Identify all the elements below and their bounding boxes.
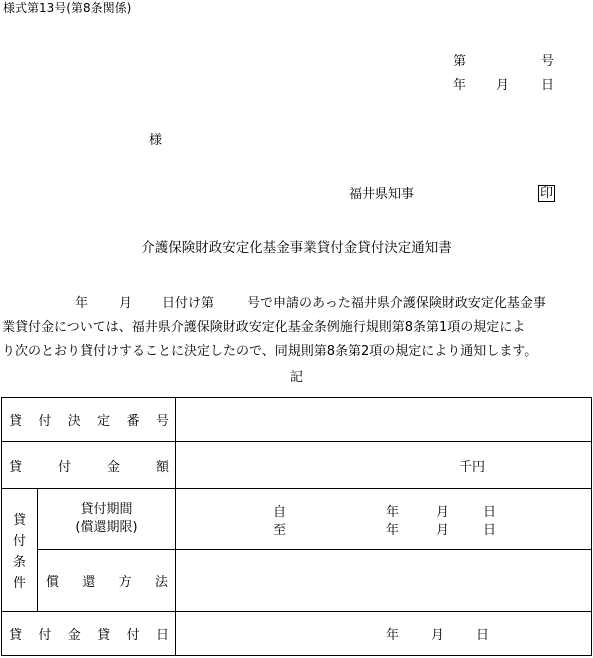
body-line-2: 業貸付金については、福井県介護保険財政安定化基金条例施行規則第8条第1項の規定によ bbox=[2, 320, 526, 335]
loan-disbursement-date-label bbox=[9, 612, 169, 655]
disbursement-year: 年 bbox=[386, 628, 400, 643]
disbursement-day: 日 bbox=[476, 628, 490, 643]
char: 定 bbox=[97, 414, 111, 429]
char: 貸 bbox=[12, 513, 26, 528]
period-from-month: 月 bbox=[436, 505, 450, 520]
spread-text bbox=[46, 571, 168, 590]
body-date-month: 月 bbox=[119, 296, 133, 311]
body-date-year: 年 bbox=[75, 296, 89, 311]
char: 号 bbox=[155, 414, 169, 429]
body-line-1-text: 号で申請のあった福井県介護保険財政安定化基金事 bbox=[247, 296, 546, 311]
spread-text bbox=[9, 624, 169, 643]
seal-mark: 印 bbox=[539, 186, 553, 201]
loan-disbursement-date-value[interactable] bbox=[176, 612, 591, 655]
ki-heading: 記 bbox=[289, 370, 303, 385]
char: 付 bbox=[38, 414, 52, 429]
date-month-label: 月 bbox=[496, 78, 510, 93]
date-day-label: 日 bbox=[541, 78, 555, 93]
repayment-method-label bbox=[46, 550, 168, 611]
char: 貸 bbox=[9, 414, 23, 429]
loan-period-value[interactable] bbox=[176, 489, 591, 549]
spread-text bbox=[9, 410, 169, 429]
period-to-label: 至 bbox=[273, 523, 287, 538]
char: 付 bbox=[12, 534, 26, 549]
body-date-day: 日付け第 bbox=[162, 296, 215, 311]
char: 貸 bbox=[9, 628, 23, 643]
document-number-suffix: 号 bbox=[541, 54, 555, 69]
char: 金 bbox=[106, 459, 120, 475]
loan-conditions-label bbox=[2, 489, 37, 611]
char: 付 bbox=[38, 628, 52, 643]
char: 決 bbox=[67, 414, 81, 429]
period-to-year: 年 bbox=[386, 523, 400, 538]
char: 償 bbox=[46, 575, 60, 590]
body-line-3: り次のとおり貸付けすることに決定したので、同規則第8条第2項の規定により通知します。 bbox=[2, 344, 538, 359]
period-from-label: 自 bbox=[273, 505, 287, 520]
table-border-bottom bbox=[1, 655, 592, 656]
char: 金 bbox=[67, 628, 81, 643]
period-to-month: 月 bbox=[436, 523, 450, 538]
document-number-prefix: 第 bbox=[453, 54, 467, 69]
char: 還 bbox=[82, 575, 96, 590]
vertical-text bbox=[13, 509, 26, 591]
char: 付 bbox=[57, 459, 71, 475]
char: 番 bbox=[126, 414, 140, 429]
char: 貸 bbox=[97, 628, 111, 643]
loan-period-label bbox=[38, 489, 175, 549]
loan-decision-table bbox=[1, 397, 592, 656]
loan-period-label-line2: (償還期限) bbox=[75, 520, 138, 535]
table-border-right bbox=[591, 397, 592, 656]
disbursement-month: 月 bbox=[431, 628, 445, 643]
form-number: 様式第13号(第8条関係) bbox=[3, 1, 132, 15]
spread-text bbox=[9, 456, 169, 475]
loan-decision-number-value[interactable] bbox=[176, 398, 591, 441]
date-year-label: 年 bbox=[453, 78, 467, 93]
char: 日 bbox=[155, 628, 169, 643]
period-from-year: 年 bbox=[386, 505, 400, 520]
document-title: 介護保険財政安定化基金事業貸付金貸付決定通知書 bbox=[141, 240, 452, 256]
body-line-1 bbox=[0, 297, 593, 311]
addressee-honorific: 様 bbox=[149, 133, 163, 148]
loan-amount-label bbox=[9, 442, 169, 488]
loan-amount-value[interactable] bbox=[176, 442, 591, 488]
char: 額 bbox=[155, 459, 169, 475]
char: 方 bbox=[118, 575, 132, 590]
char: 件 bbox=[12, 576, 26, 591]
issuer-name: 福井県知事 bbox=[349, 187, 415, 202]
loan-amount-unit: 千円 bbox=[459, 459, 486, 475]
repayment-method-value[interactable] bbox=[176, 550, 591, 611]
char: 条 bbox=[12, 555, 26, 570]
period-from-day: 日 bbox=[483, 505, 497, 520]
char: 付 bbox=[126, 628, 140, 643]
loan-decision-number-label bbox=[9, 398, 169, 441]
period-to-day: 日 bbox=[483, 523, 497, 538]
loan-period-label-line1: 貸付期間 bbox=[80, 502, 133, 517]
char: 法 bbox=[154, 575, 168, 590]
char: 貸 bbox=[9, 459, 23, 475]
